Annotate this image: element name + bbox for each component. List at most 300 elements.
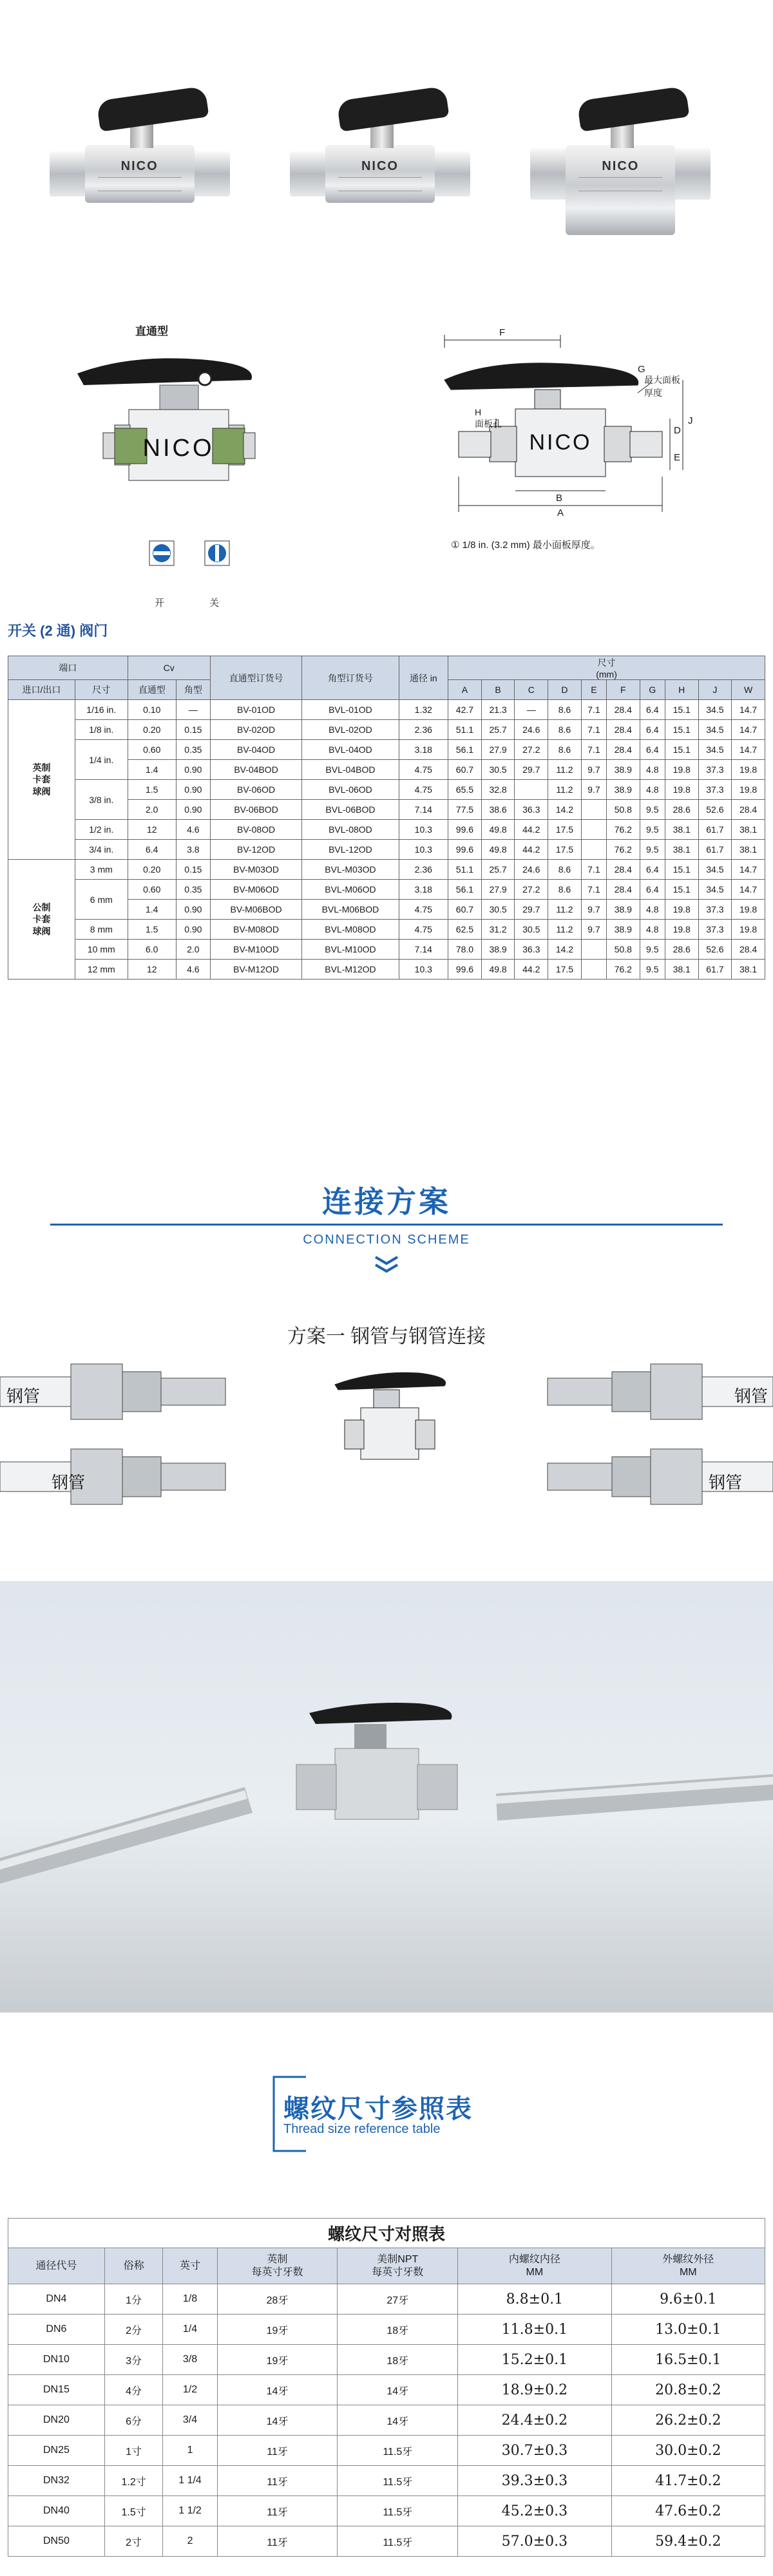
- table-cell: 6.4: [640, 700, 665, 720]
- table-cell: 38.6: [481, 800, 515, 820]
- chevron-down-icon: [370, 1255, 403, 1274]
- table-cell: 9.7: [581, 760, 606, 780]
- table-cell: 3/4: [163, 2405, 217, 2436]
- pipe-label-bottom-right: 钢管: [709, 1473, 743, 1492]
- table-cell: 38.1: [732, 840, 765, 860]
- table-cell: BVL-M03OD: [302, 860, 399, 880]
- table-cell: BV-M03OD: [210, 860, 302, 880]
- table-cell: 36.3: [515, 800, 548, 820]
- th-dim-a: A: [448, 680, 482, 700]
- thread-table-header: [8, 2248, 765, 2284]
- th-size: 尺寸: [75, 680, 128, 700]
- th-port: 端口: [8, 656, 128, 680]
- table-cell: BVL-02OD: [302, 720, 399, 740]
- table-cell: 14牙: [338, 2375, 458, 2405]
- table-row: [8, 960, 765, 980]
- thread-table: [8, 2218, 765, 2557]
- th-dim-b: B: [481, 680, 515, 700]
- banner-divider: [50, 1224, 723, 1226]
- table-cell: 50.8: [606, 800, 640, 820]
- table-header-cell: 通径代号: [8, 2248, 105, 2284]
- table-cell: BVL-06OD: [302, 780, 399, 800]
- table-cell: 32.8: [481, 780, 515, 800]
- table-cell: 6.4: [640, 860, 665, 880]
- table-cell: 3 mm: [75, 860, 128, 880]
- table-cell: 38.9: [606, 920, 640, 940]
- table-cell: 1/16 in.: [75, 700, 128, 720]
- table-cell: 37.3: [698, 780, 732, 800]
- table-cell: 24.6: [515, 720, 548, 740]
- dim-letter-a: A: [557, 507, 564, 518]
- table-cell: 62.5: [448, 920, 482, 940]
- table-cell: 10.3: [399, 820, 448, 840]
- table-cell: 61.7: [698, 960, 732, 980]
- table-cell: BVL-M10OD: [302, 940, 399, 960]
- pipe-label-top-right: 钢管: [734, 1387, 768, 1406]
- spec-table-wrap: [8, 656, 765, 980]
- table-cell: BV-M08OD: [210, 920, 302, 940]
- table-cell: DN15: [8, 2375, 105, 2405]
- table-cell: 38.1: [665, 820, 698, 840]
- straight-type-label: 直通型: [135, 325, 168, 337]
- table-cell: 8 mm: [75, 920, 128, 940]
- table-cell: 29.7: [515, 760, 548, 780]
- spec-table-title: 开关 (2 通) 阀门: [8, 623, 108, 639]
- group-label: 公制 卡套 球阀: [8, 860, 75, 980]
- scheme-drawing: [0, 1359, 773, 1539]
- table-cell: BVL-01OD: [302, 700, 399, 720]
- table-cell: 14.7: [732, 860, 765, 880]
- table-cell: 1/8: [163, 2284, 217, 2315]
- table-cell: 2: [163, 2526, 217, 2557]
- table-cell: DN50: [8, 2526, 105, 2557]
- table-cell: BV-M12OD: [210, 960, 302, 980]
- dim-letter-j: J: [688, 415, 693, 426]
- table-cell: 4.6: [176, 960, 210, 980]
- drawing-brand-2: NICO: [529, 430, 592, 455]
- table-cell: 15.1: [665, 700, 698, 720]
- table-cell: 9.7: [581, 780, 606, 800]
- table-cell: 38.9: [606, 760, 640, 780]
- table-cell: 2分: [104, 2315, 162, 2345]
- table-cell: 4.75: [399, 760, 448, 780]
- spec-table-body: [8, 700, 765, 980]
- table-cell: DN4: [8, 2284, 105, 2315]
- table-cell: 29.7: [515, 900, 548, 920]
- table-cell: 42.7: [448, 700, 482, 720]
- table-cell: 99.6: [448, 960, 482, 980]
- panel-hole-label: H 面板孔: [475, 407, 502, 429]
- table-cell: 19.8: [665, 900, 698, 920]
- table-cell: 11.5牙: [338, 2526, 458, 2557]
- pipe-label-top-left: 钢管: [6, 1387, 41, 1406]
- table-cell: DN20: [8, 2405, 105, 2436]
- th-bore: 通径 in: [399, 656, 448, 700]
- table-cell: 19.8: [732, 760, 765, 780]
- table-header-cell: 美制NPT 每英寸牙数: [338, 2248, 458, 2284]
- table-cell: 99.6: [448, 840, 482, 860]
- table-cell: 19.8: [665, 780, 698, 800]
- table-cell: 0.20: [128, 720, 176, 740]
- connection-scheme-banner: [0, 1172, 773, 1275]
- table-cell: 30.5: [481, 900, 515, 920]
- fitting-right: [672, 148, 711, 200]
- table-cell: 6.4: [640, 880, 665, 900]
- table-cell: 25.7: [481, 720, 515, 740]
- table-cell: 18.9±0.2: [458, 2375, 611, 2405]
- table-cell: 3.18: [399, 740, 448, 760]
- close-label: 关: [209, 598, 220, 609]
- table-header-cell: 英寸: [163, 2248, 217, 2284]
- table-cell: 11.5牙: [338, 2436, 458, 2466]
- table-cell: 3.8: [176, 840, 210, 860]
- table-cell: 25.7: [481, 860, 515, 880]
- valve-body: [85, 145, 195, 203]
- table-cell: 11牙: [217, 2466, 338, 2496]
- fitting-left: [530, 148, 569, 200]
- table-cell: 3/4 in.: [75, 840, 128, 860]
- table-cell: [581, 940, 606, 960]
- table-cell: 38.9: [606, 780, 640, 800]
- table-cell: 27.2: [515, 880, 548, 900]
- table-cell: 14.2: [548, 940, 582, 960]
- connection-title-en: CONNECTION SCHEME: [303, 1233, 470, 1247]
- table-cell: 9.5: [640, 840, 665, 860]
- table-cell: 6.4: [640, 740, 665, 760]
- th-angle-pn: 角型订货号: [302, 656, 399, 700]
- table-cell: 34.5: [698, 740, 732, 760]
- table-row: [8, 2315, 765, 2345]
- table-cell: 9.7: [581, 900, 606, 920]
- table-cell: 1 1/2: [163, 2496, 217, 2526]
- drawing-graphics: [0, 283, 773, 605]
- table-cell: 11.5牙: [338, 2466, 458, 2496]
- table-cell: 1/4 in.: [75, 740, 128, 780]
- th-dim-j: J: [698, 680, 732, 700]
- table-cell: 59.4±0.2: [611, 2526, 765, 2557]
- table-cell: 12: [128, 820, 176, 840]
- table-cell: BVL-06BOD: [302, 800, 399, 820]
- table-cell: 24.6: [515, 860, 548, 880]
- table-cell: 6.4: [640, 720, 665, 740]
- table-cell: DN10: [8, 2345, 105, 2375]
- th-cv-angle: 角型: [176, 680, 210, 700]
- table-cell: 61.7: [698, 820, 732, 840]
- fitting-right: [191, 151, 230, 196]
- table-cell: 16.5±0.1: [611, 2345, 765, 2375]
- th-cv-straight: 直通型: [128, 680, 176, 700]
- max-panel-thickness-label: 最大面板 厚度: [644, 375, 680, 398]
- table-cell: 27.2: [515, 740, 548, 760]
- table-cell: 9.5: [640, 820, 665, 840]
- table-cell: 11牙: [217, 2496, 338, 2526]
- table-cell: 28.4: [606, 700, 640, 720]
- table-cell: 38.1: [732, 960, 765, 980]
- spec-table: [8, 656, 765, 980]
- table-cell: 1分: [104, 2284, 162, 2315]
- table-cell: 60.7: [448, 760, 482, 780]
- table-cell: 0.35: [176, 740, 210, 760]
- thread-size-banner: [267, 2058, 506, 2161]
- table-cell: 11.5牙: [338, 2496, 458, 2526]
- table-cell: 9.5: [640, 940, 665, 960]
- scheme-1-title: 方案一 钢管与钢管连接: [287, 1326, 486, 1347]
- table-row: [8, 920, 765, 940]
- table-cell: 11牙: [217, 2436, 338, 2466]
- table-cell: 76.2: [606, 960, 640, 980]
- table-row: [8, 740, 765, 760]
- table-cell: 8.6: [548, 740, 582, 760]
- table-cell: BV-04OD: [210, 740, 302, 760]
- table-cell: BVL-04BOD: [302, 760, 399, 780]
- table-cell: BVL-08OD: [302, 820, 399, 840]
- table-cell: 2.0: [176, 940, 210, 960]
- table-row: [8, 720, 765, 740]
- table-cell: 28.4: [732, 800, 765, 820]
- table-cell: 14牙: [338, 2405, 458, 2436]
- connection-photo: [0, 1581, 773, 2012]
- table-cell: 34.5: [698, 720, 732, 740]
- th-dims: 尺寸 (mm): [448, 656, 765, 680]
- table-cell: 4.6: [176, 820, 210, 840]
- table-cell: 28.6: [665, 940, 698, 960]
- thread-table-body: [8, 2284, 765, 2557]
- table-header-cell: 外螺纹外径 MM: [611, 2248, 765, 2284]
- table-cell: 99.6: [448, 820, 482, 840]
- table-cell: 0.60: [128, 880, 176, 900]
- table-cell: 37.3: [698, 900, 732, 920]
- table-cell: 17.5: [548, 840, 582, 860]
- table-cell: 8.6: [548, 860, 582, 880]
- table-cell: 14.7: [732, 880, 765, 900]
- table-cell: 2寸: [104, 2526, 162, 2557]
- table-row: [8, 2405, 765, 2436]
- table-cell: 14.7: [732, 740, 765, 760]
- table-cell: 49.8: [481, 840, 515, 860]
- table-cell: 17.5: [548, 820, 582, 840]
- table-cell: 34.5: [698, 700, 732, 720]
- table-cell: 0.60: [128, 740, 176, 760]
- table-cell: 12 mm: [75, 960, 128, 980]
- table-cell: 1/2: [163, 2375, 217, 2405]
- table-cell: 0.90: [176, 780, 210, 800]
- table-cell: 15.1: [665, 740, 698, 760]
- table-cell: 15.1: [665, 860, 698, 880]
- table-cell: 28.4: [606, 880, 640, 900]
- table-cell: 24.4±0.2: [458, 2405, 611, 2436]
- table-row: [8, 820, 765, 840]
- table-cell: 10.3: [399, 960, 448, 980]
- table-cell: [581, 820, 606, 840]
- table-cell: BVL-04OD: [302, 740, 399, 760]
- table-cell: BV-M10OD: [210, 940, 302, 960]
- table-row: [8, 700, 765, 720]
- thread-table-caption: 螺纹尺寸对照表: [8, 2219, 765, 2248]
- table-cell: 28牙: [217, 2284, 338, 2315]
- table-cell: 19.8: [665, 920, 698, 940]
- table-cell: 7.1: [581, 880, 606, 900]
- table-cell: BV-04BOD: [210, 760, 302, 780]
- table-cell: 49.8: [481, 960, 515, 980]
- thread-table-wrap: [8, 2218, 765, 2557]
- table-cell: 4.8: [640, 760, 665, 780]
- table-cell: 30.7±0.3: [458, 2436, 611, 2466]
- table-cell: 52.6: [698, 940, 732, 960]
- fitting-left: [290, 151, 329, 196]
- table-cell: 19.8: [665, 760, 698, 780]
- table-cell: 8.8±0.1: [458, 2284, 611, 2315]
- table-cell: 76.2: [606, 840, 640, 860]
- table-cell: 1寸: [104, 2436, 162, 2466]
- table-cell: 3/8: [163, 2345, 217, 2375]
- drawing-brand: NICO: [142, 435, 215, 462]
- table-cell: 0.20: [128, 860, 176, 880]
- table-cell: 76.2: [606, 820, 640, 840]
- table-cell: —: [176, 700, 210, 720]
- table-cell: 19.8: [732, 900, 765, 920]
- table-cell: BV-M06BOD: [210, 900, 302, 920]
- product-photo-1: [40, 35, 253, 248]
- table-cell: 7.14: [399, 940, 448, 960]
- table-cell: 11.2: [548, 780, 582, 800]
- th-dim-w: W: [732, 680, 765, 700]
- table-cell: [515, 780, 548, 800]
- product-photo-2: [280, 35, 493, 248]
- table-cell: 50.8: [606, 940, 640, 960]
- table-cell: 0.35: [176, 880, 210, 900]
- table-cell: 51.1: [448, 720, 482, 740]
- table-cell: 10 mm: [75, 940, 128, 960]
- table-cell: 14牙: [217, 2375, 338, 2405]
- table-cell: 8.6: [548, 700, 582, 720]
- table-row: [8, 880, 765, 900]
- table-cell: 14牙: [217, 2405, 338, 2436]
- table-cell: 28.4: [732, 940, 765, 960]
- table-header-cell: 内螺纹内径 MM: [458, 2248, 611, 2284]
- fitting-left: [50, 151, 88, 196]
- table-cell: 7.1: [581, 720, 606, 740]
- table-row: [8, 2466, 765, 2496]
- table-cell: BV-06OD: [210, 780, 302, 800]
- table-cell: 1.5: [128, 780, 176, 800]
- table-cell: 10.3: [399, 840, 448, 860]
- table-row: [8, 2375, 765, 2405]
- table-cell: BVL-M06BOD: [302, 900, 399, 920]
- table-cell: 1.32: [399, 700, 448, 720]
- table-cell: 1/4: [163, 2315, 217, 2345]
- table-cell: BVL-12OD: [302, 840, 399, 860]
- valve-body: [325, 145, 435, 203]
- table-cell: 18牙: [338, 2345, 458, 2375]
- table-cell: 37.3: [698, 760, 732, 780]
- table-cell: [581, 840, 606, 860]
- table-cell: 61.7: [698, 840, 732, 860]
- table-cell: 11牙: [217, 2526, 338, 2557]
- brand-label: NICO: [361, 159, 399, 173]
- table-cell: 4.75: [399, 780, 448, 800]
- table-cell: BV-M06OD: [210, 880, 302, 900]
- dim-letter-f: F: [499, 327, 506, 338]
- connection-photo-graphics: [0, 1581, 773, 2012]
- table-cell: 38.1: [665, 840, 698, 860]
- table-cell: 28.6: [665, 800, 698, 820]
- table-cell: 1.5: [128, 920, 176, 940]
- table-cell: 19.8: [732, 780, 765, 800]
- table-cell: 0.10: [128, 700, 176, 720]
- brand-label: NICO: [602, 159, 640, 173]
- table-cell: 12: [128, 960, 176, 980]
- table-row: [8, 840, 765, 860]
- table-cell: 8.6: [548, 880, 582, 900]
- straight-valve-drawing: [77, 358, 255, 565]
- table-cell: 37.3: [698, 920, 732, 940]
- table-cell: 56.1: [448, 880, 482, 900]
- table-cell: 9.6±0.1: [611, 2284, 765, 2315]
- table-cell: 0.15: [176, 860, 210, 880]
- table-cell: 52.6: [698, 800, 732, 820]
- table-cell: 7.14: [399, 800, 448, 820]
- th-straight-pn: 直通型订货号: [210, 656, 302, 700]
- brand-label: NICO: [120, 159, 158, 173]
- table-cell: 47.6±0.2: [611, 2496, 765, 2526]
- table-cell: 34.5: [698, 860, 732, 880]
- table-cell: 57.0±0.3: [458, 2526, 611, 2557]
- table-cell: 27牙: [338, 2284, 458, 2315]
- table-cell: 38.1: [665, 960, 698, 980]
- technical-drawings: [0, 283, 773, 609]
- th-cv: Cv: [128, 656, 210, 680]
- table-cell: 4.75: [399, 900, 448, 920]
- table-cell: 44.2: [515, 840, 548, 860]
- table-cell: 31.2: [481, 920, 515, 940]
- scheme-graphics: [0, 1359, 773, 1539]
- table-cell: 6.0: [128, 940, 176, 960]
- table-row: [8, 2436, 765, 2466]
- thread-title-en: Thread size reference table: [283, 2122, 441, 2136]
- table-cell: 1.5寸: [104, 2496, 162, 2526]
- table-cell: 7.1: [581, 700, 606, 720]
- dim-letter-e: E: [674, 452, 681, 463]
- table-cell: 4.75: [399, 920, 448, 940]
- table-cell: 38.1: [732, 820, 765, 840]
- table-cell: 4.8: [640, 780, 665, 800]
- valve-body: [566, 145, 675, 235]
- table-cell: 3.18: [399, 880, 448, 900]
- table-cell: 30.0±0.2: [611, 2436, 765, 2466]
- th-dim-c: C: [515, 680, 548, 700]
- table-cell: 51.1: [448, 860, 482, 880]
- table-cell: 78.0: [448, 940, 482, 960]
- group-label: 英制 卡套 球阀: [8, 700, 75, 860]
- table-cell: DN32: [8, 2466, 105, 2496]
- table-cell: 1.2寸: [104, 2466, 162, 2496]
- table-cell: 26.2±0.2: [611, 2405, 765, 2436]
- pipe-label-bottom-left: 钢管: [52, 1473, 86, 1492]
- drawing-footnote: ① 1/8 in. (3.2 mm) 最小面板厚度。: [451, 540, 600, 551]
- table-cell: 15.1: [665, 880, 698, 900]
- table-cell: 14.7: [732, 700, 765, 720]
- product-photos: [0, 0, 773, 283]
- table-cell: 4.8: [640, 920, 665, 940]
- table-cell: DN25: [8, 2436, 105, 2466]
- table-cell: 3/8 in.: [75, 780, 128, 820]
- table-cell: 0.90: [176, 900, 210, 920]
- table-cell: 30.5: [515, 920, 548, 940]
- table-cell: 15.2±0.1: [458, 2345, 611, 2375]
- table-row: [8, 860, 765, 880]
- table-cell: 14.2: [548, 800, 582, 820]
- table-cell: 2.36: [399, 720, 448, 740]
